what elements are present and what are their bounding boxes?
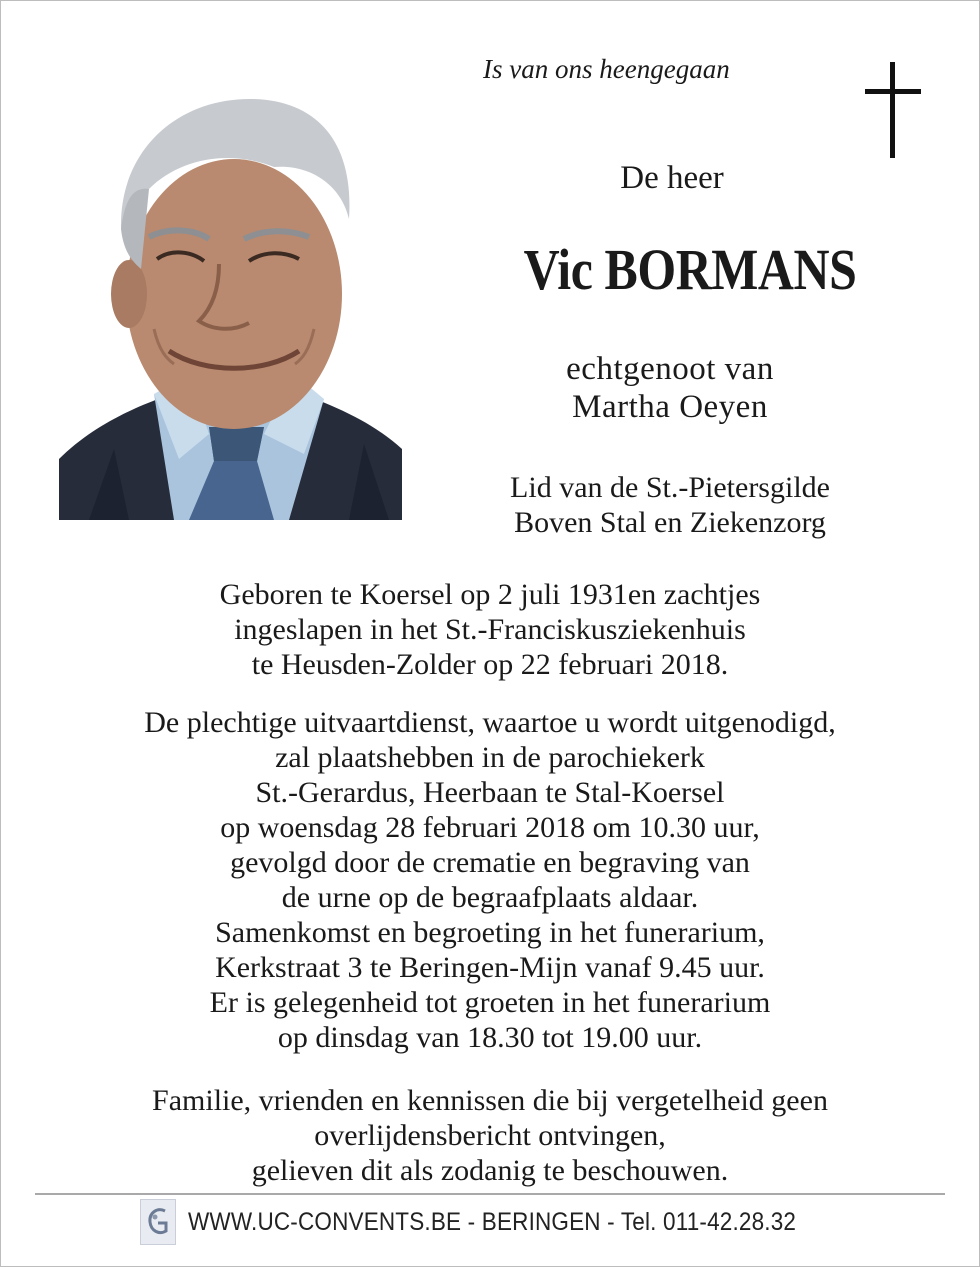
paragraph-line: zal plaatshebben in de parochiekerk xyxy=(275,741,705,774)
paragraph-line: Kerkstraat 3 te Beringen-Mijn vanaf 9.45 uur. xyxy=(215,951,765,984)
deceased-name: Vic BORMANS xyxy=(523,237,857,302)
funeral-paragraph xyxy=(40,705,940,1055)
footer-contact: WWW.UC-CONVENTS.BE - BERINGEN - Tel. 011-42.28.32 xyxy=(188,1207,797,1236)
paragraph-line: St.-Gerardus, Heerbaan te Stal-Koersel xyxy=(255,776,725,809)
cross-icon xyxy=(862,62,924,158)
intro-text: Is van ons heengegaan xyxy=(483,54,730,84)
honorific: De heer xyxy=(620,160,724,196)
paragraph-line: ingeslapen in het St.-Franciskusziekenhuis xyxy=(234,613,746,646)
paragraph-line: Samenkomst en begroeting in het funerarium, xyxy=(215,916,765,949)
paragraph-line: Geboren te Koersel op 2 juli 1931en zachtjes xyxy=(219,578,761,611)
membership-line: Lid van de St.-Pietersgilde xyxy=(510,471,830,504)
paragraph-line: De plechtige uitvaartdienst, waartoe u wordt uitgenodigd, xyxy=(144,706,836,739)
paragraph-line: op woensdag 28 februari 2018 om 10.30 uur, xyxy=(220,811,760,844)
closing-paragraph xyxy=(40,1083,940,1188)
paragraph-line: op dinsdag van 18.30 tot 19.00 uur. xyxy=(277,1021,703,1054)
portrait-photo xyxy=(59,89,402,520)
membership-block xyxy=(450,470,890,540)
footer xyxy=(140,1199,864,1245)
footer-divider xyxy=(35,1193,945,1195)
paragraph-line: overlijdensbericht ontvingen, xyxy=(314,1119,666,1152)
spouse-line: echtgenoot van xyxy=(566,351,774,387)
birth-death-paragraph xyxy=(40,577,940,682)
paragraph-line: gevolgd door de crematie en begraving van xyxy=(230,846,750,879)
spouse-line: Martha Oeyen xyxy=(572,389,768,425)
paragraph-line: gelieven dit als zodanig te beschouwen. xyxy=(251,1154,729,1187)
spouse-block xyxy=(470,350,870,426)
paragraph-line: Familie, vrienden en kennissen die bij vergetelheid geen xyxy=(152,1084,828,1117)
paragraph-line: de urne op de begraafplaats aldaar. xyxy=(281,881,699,914)
paragraph-line: Er is gelegenheid tot groeten in het funerarium xyxy=(209,986,771,1019)
membership-line: Boven Stal en Ziekenzorg xyxy=(514,506,826,539)
uc-convents-logo-icon xyxy=(140,1199,176,1245)
paragraph-line: te Heusden-Zolder op 22 februari 2018. xyxy=(251,648,729,681)
